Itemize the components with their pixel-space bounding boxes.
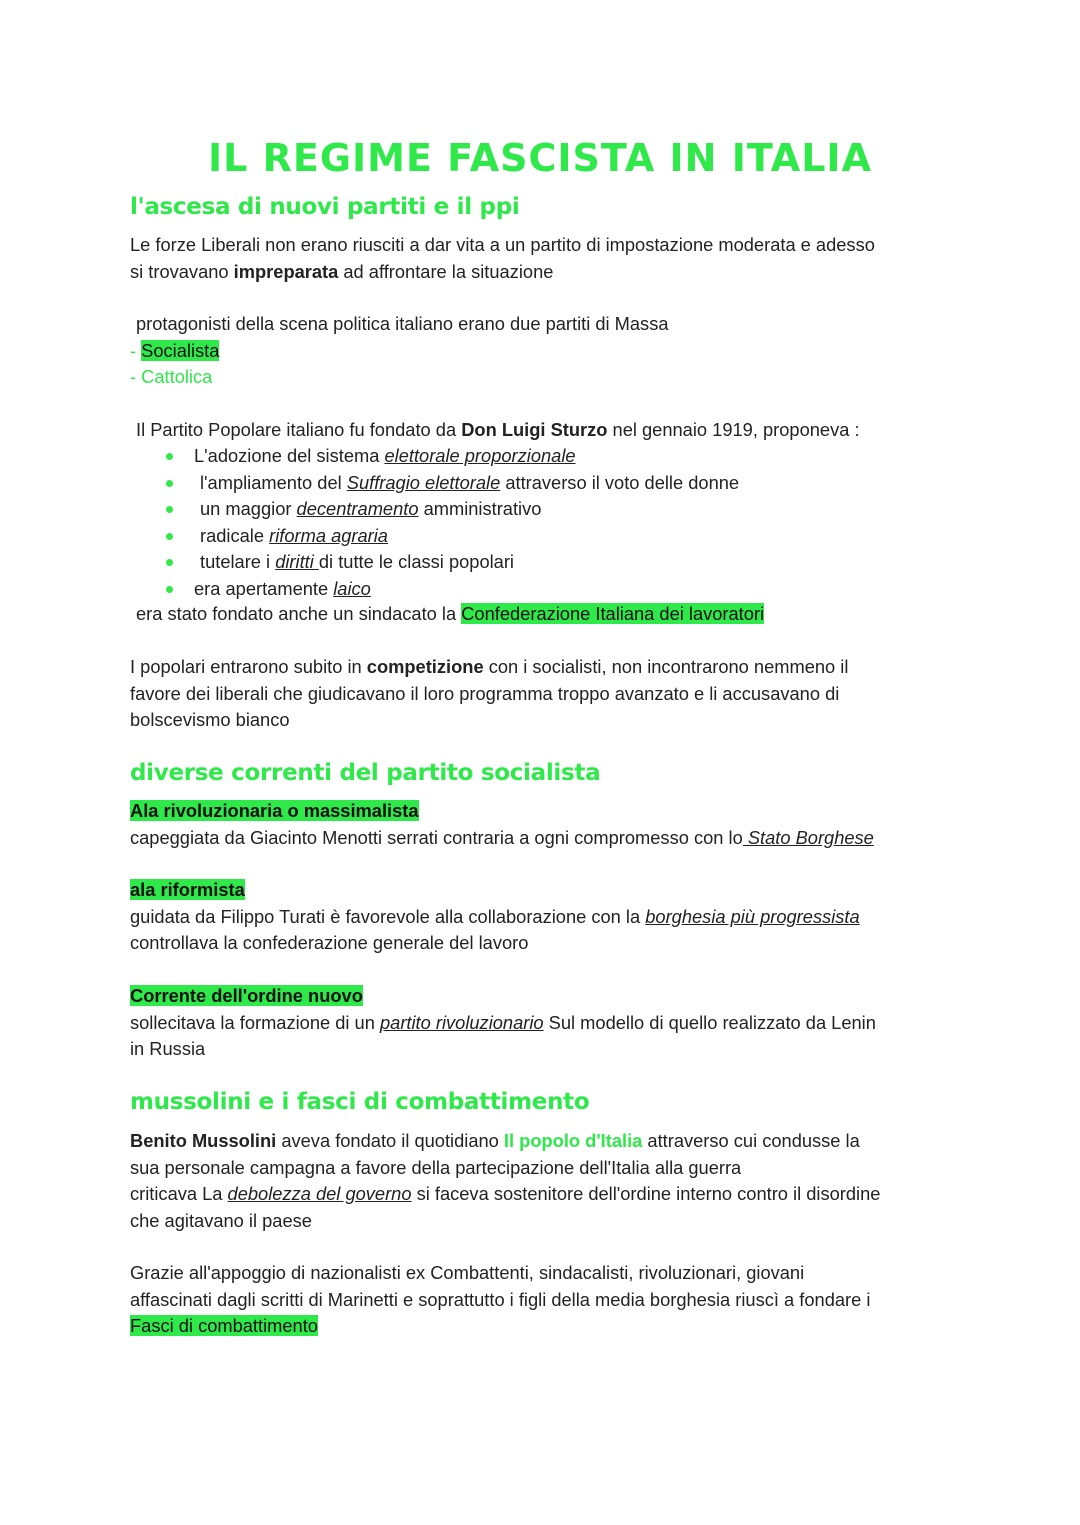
section-heading-mussolini: mussolini e i fasci di combattimento [130, 1089, 590, 1115]
section-heading-correnti: diverse correnti del partito socialista [130, 760, 601, 786]
list-item-cattolica: - Cattolica [130, 366, 213, 387]
list-item: tutelare i diritti di tutte le classi popolari [164, 549, 739, 576]
corrente-ordine-nuovo: Corrente dell'ordine nuovo sollecitava la formazione di un partito rivoluzionario Sul modello di quello realizzato da Lenin in Russia [130, 985, 876, 1059]
list-item: era apertamente laico [164, 576, 739, 603]
page-title: IL REGIME FASCISTA IN ITALIA [208, 136, 872, 180]
section-heading-ppi: l'ascesa di nuovi partiti e il ppi [130, 194, 520, 220]
paragraph-ppi: Il Partito Popolare italiano fu fondato da Don Luigi Sturzo nel gennaio 1919, proponeva : [136, 419, 860, 440]
corrente-massimalista: Ala rivoluzionaria o massimalista capeggiata da Giacinto Menotti serrati contraria a ogni compromesso con lo Stato Borghese [130, 800, 874, 848]
paragraph-liberali: Le forze Liberali non erano riusciti a dar vita a un partito di impostazione moderata e adesso si trovavano impreparata ad affrontare la situazione [130, 234, 875, 282]
bullet-list-proposte [164, 443, 739, 602]
list-item: radicale riforma agraria [164, 523, 739, 550]
corrente-riformista: ala riformista guidata da Filippo Turati è favorevole alla collaborazione con la borghesia più progressista controllava la confederazione generale del lavoro [130, 879, 860, 953]
list-item-socialista: - Socialista [130, 340, 220, 361]
paragraph-mussolini: Benito Mussolini aveva fondato il quotidiano Il popolo d'Italia attraverso cui condusse la sua personale campagna a favore della partecipazione dell'Italia alla guerra criticava La debolezza del governo si faceva sostenitore dell'ordine interno contro il disordine che agitavano il paese [130, 1130, 881, 1231]
list-item: l'ampliamento del Suffragio elettorale attraverso il voto delle donne [164, 470, 739, 497]
paragraph-sindacato: era stato fondato anche un sindacato la Confederazione Italiana dei lavoratori [136, 603, 765, 624]
paragraph-fasci: Grazie all'appoggio di nazionalisti ex Combattenti, sindacalisti, rivoluzionari, giovani affascinati dagli scritti di Marinetti e soprattutto i figli della media borghesia riuscì a fondare i Fasci di combattimento [130, 1262, 871, 1336]
list-item: un maggior decentramento amministrativo [164, 496, 739, 523]
paragraph-popolari: I popolari entrarono subito in competizione con i socialisti, non incontrarono nemmeno il favore dei liberali che giudicavano il loro programma troppo avanzato e li accusavano di bolscevismo bianco [130, 656, 849, 730]
list-item: L'adozione del sistema elettorale proporzionale [164, 443, 739, 470]
paragraph-protagonisti: protagonisti della scena politica italiano erano due partiti di Massa [136, 313, 669, 334]
